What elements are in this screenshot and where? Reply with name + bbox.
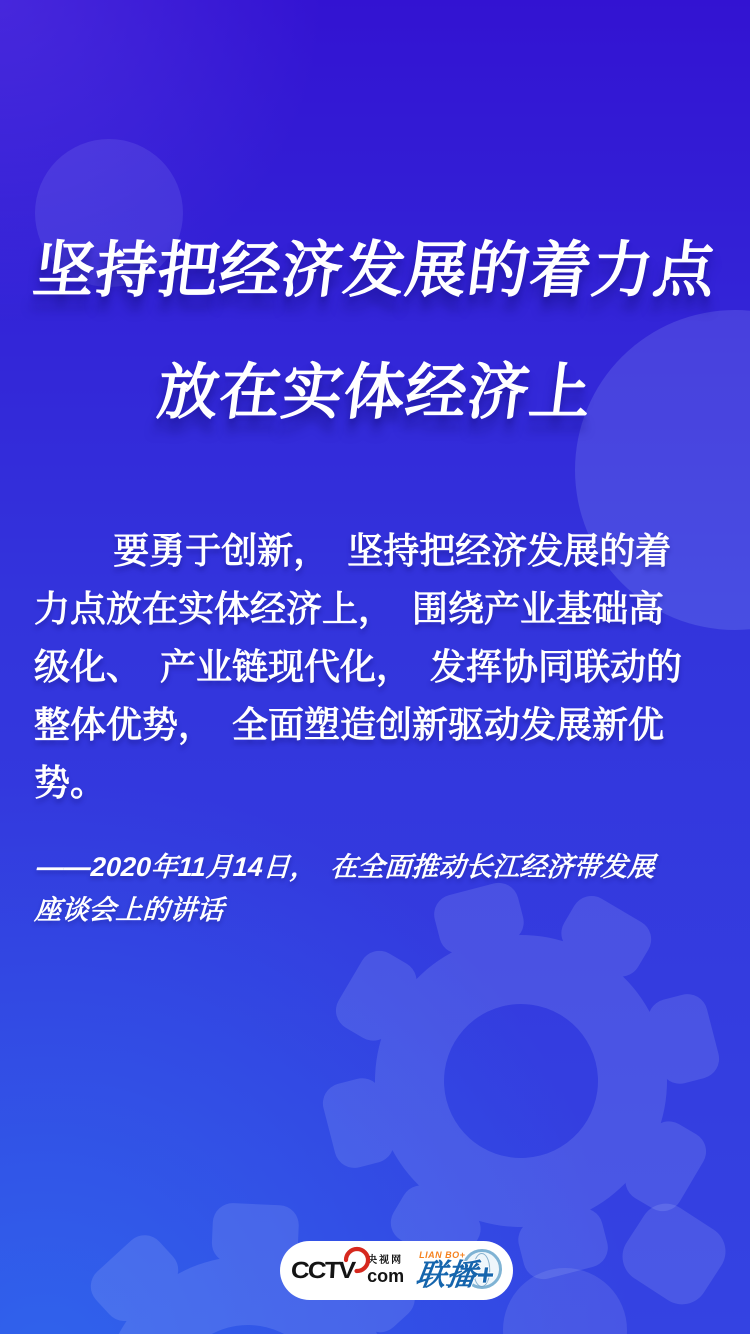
title-line: 坚持把经济发展的着力点 (29, 235, 721, 304)
footer-logo (280, 1241, 513, 1300)
attribution-line: 座谈会上的讲话 (33, 895, 225, 925)
gear-icon (613, 1194, 736, 1315)
cctv-logo-text: CCTV (290, 1256, 355, 1284)
quote-line: 要勇于创新， 坚持把经济发展的着 (113, 530, 672, 571)
quote-line: 整体优势， 全面塑造创新驱动发展新优 (34, 704, 665, 745)
poster-title (0, 209, 750, 453)
title-line: 放在实体经济上 (153, 357, 597, 426)
decorative-circle-bottom (503, 1268, 627, 1334)
lianbo-logo-text: 联播+ (413, 1259, 497, 1292)
gear-icon (0, 1137, 513, 1334)
cctv-logo (291, 1255, 404, 1286)
cctv-site-name: 央视网 (367, 1255, 404, 1266)
lianbo-logo (414, 1241, 502, 1300)
attribution-line: ——2020年11月14日， 在全面推动长江经济带发展 (36, 852, 656, 882)
lianbo-latin-text: LIAN BO+ (419, 1250, 466, 1260)
quote-line: 力点放在实体经济上， 围绕产业基础高 (34, 588, 665, 629)
cctv-caption (367, 1256, 404, 1285)
quote-line: 势。 (34, 762, 107, 803)
cctv-swoosh-icon (342, 1245, 372, 1275)
quote-attribution (33, 846, 733, 932)
cctv-domain: com (367, 1266, 405, 1286)
quote-text (34, 522, 736, 812)
quote-line: 级化、 产业链现代化， 发挥协同联动的 (34, 646, 683, 687)
